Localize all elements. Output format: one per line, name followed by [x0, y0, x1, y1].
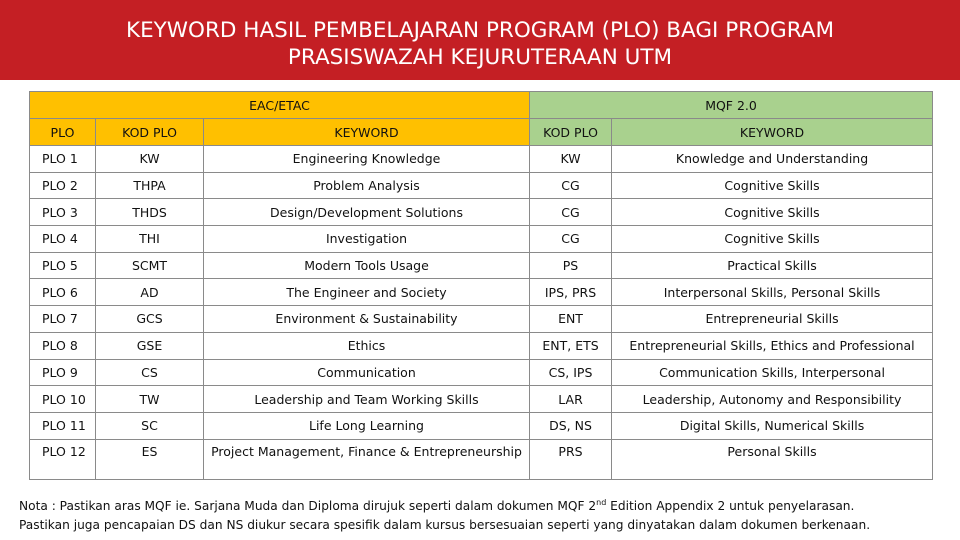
- table-row: [30, 306, 933, 333]
- plo-cell: PLO 9: [30, 359, 96, 386]
- mqf-kod-plo-cell: KW: [530, 146, 612, 173]
- eac-keyword-cell: Environment & Sustainability: [204, 306, 530, 333]
- col-header-mqf-kod-plo: KOD PLO: [530, 119, 612, 146]
- mqf-kod-plo-cell: PS: [530, 252, 612, 279]
- plo-cell: PLO 10: [30, 386, 96, 413]
- eac-kod-plo-cell: THI: [96, 226, 204, 253]
- plo-keyword-table: [29, 91, 933, 480]
- col-header-mqf-keyword: KEYWORD: [612, 119, 933, 146]
- mqf-keyword-cell: Cognitive Skills: [612, 172, 933, 199]
- footnote: [19, 497, 949, 535]
- mqf-kod-plo-cell: LAR: [530, 386, 612, 413]
- eac-keyword-cell: The Engineer and Society: [204, 279, 530, 306]
- mqf-kod-plo-cell: CG: [530, 172, 612, 199]
- plo-cell: PLO 7: [30, 306, 96, 333]
- mqf-keyword-cell: Entrepreneurial Skills: [612, 306, 933, 333]
- mqf-keyword-cell: Knowledge and Understanding: [612, 146, 933, 173]
- footnote-line-1-end: Edition Appendix 2 untuk penyelarasan.: [606, 499, 855, 513]
- eac-kod-plo-cell: ES: [96, 439, 204, 479]
- table-row: [30, 439, 933, 479]
- footnote-superscript: nd: [596, 497, 607, 507]
- mqf-keyword-cell: Cognitive Skills: [612, 199, 933, 226]
- mqf-keyword-cell: Cognitive Skills: [612, 226, 933, 253]
- group-header-row: [30, 92, 933, 119]
- mqf-keyword-cell: Leadership, Autonomy and Responsibility: [612, 386, 933, 413]
- plo-cell: PLO 4: [30, 226, 96, 253]
- table-body: [30, 146, 933, 480]
- table-row: [30, 146, 933, 173]
- column-header-row: [30, 119, 933, 146]
- eac-kod-plo-cell: THDS: [96, 199, 204, 226]
- mqf-keyword-cell: Digital Skills, Numerical Skills: [612, 412, 933, 439]
- plo-cell: PLO 11: [30, 412, 96, 439]
- eac-keyword-cell: Communication: [204, 359, 530, 386]
- table-row: [30, 412, 933, 439]
- eac-keyword-cell: Life Long Learning: [204, 412, 530, 439]
- table-row: [30, 226, 933, 253]
- mqf-keyword-cell: Entrepreneurial Skills, Ethics and Professional: [612, 332, 933, 359]
- eac-etac-group-header: EAC/ETAC: [30, 92, 530, 119]
- footnote-line-1: [19, 497, 949, 516]
- table-row: [30, 279, 933, 306]
- footnote-line-1-text: Nota : Pastikan aras MQF ie. Sarjana Muda dan Diploma dirujuk seperti dalam dokumen MQF 2: [19, 499, 597, 513]
- mqf-kod-plo-cell: ENT: [530, 306, 612, 333]
- table-row: [30, 386, 933, 413]
- eac-keyword-cell: Ethics: [204, 332, 530, 359]
- mqf-kod-plo-cell: CG: [530, 199, 612, 226]
- eac-kod-plo-cell: KW: [96, 146, 204, 173]
- col-header-eac-kod-plo: KOD PLO: [96, 119, 204, 146]
- eac-keyword-cell: Engineering Knowledge: [204, 146, 530, 173]
- plo-cell: PLO 1: [30, 146, 96, 173]
- eac-keyword-cell: Investigation: [204, 226, 530, 253]
- plo-cell: PLO 6: [30, 279, 96, 306]
- mqf-kod-plo-cell: CS, IPS: [530, 359, 612, 386]
- mqf-keyword-cell: Communication Skills, Interpersonal: [612, 359, 933, 386]
- eac-kod-plo-cell: TW: [96, 386, 204, 413]
- mqf-kod-plo-cell: ENT, ETS: [530, 332, 612, 359]
- plo-cell: PLO 2: [30, 172, 96, 199]
- title-bar: [0, 0, 960, 80]
- eac-kod-plo-cell: THPA: [96, 172, 204, 199]
- eac-kod-plo-cell: GCS: [96, 306, 204, 333]
- plo-cell: PLO 8: [30, 332, 96, 359]
- eac-kod-plo-cell: CS: [96, 359, 204, 386]
- plo-cell: PLO 5: [30, 252, 96, 279]
- col-header-eac-keyword: KEYWORD: [204, 119, 530, 146]
- plo-cell: PLO 3: [30, 199, 96, 226]
- mqf-keyword-cell: Practical Skills: [612, 252, 933, 279]
- page-title-line-2: PRASISWAZAH KEJURUTERAAN UTM: [287, 45, 673, 70]
- table-row: [30, 252, 933, 279]
- col-header-plo: PLO: [30, 119, 96, 146]
- mqf-kod-plo-cell: PRS: [530, 439, 612, 479]
- plo-cell: PLO 12: [30, 439, 96, 479]
- footnote-line-2: Pastikan juga pencapaian DS dan NS diukur secara spesifik dalam kursus bersesuaian seperti yang dinyatakan dalam dokumen berkenaan.: [19, 518, 871, 532]
- table-row: [30, 359, 933, 386]
- eac-kod-plo-cell: SCMT: [96, 252, 204, 279]
- eac-keyword-cell: Modern Tools Usage: [204, 252, 530, 279]
- eac-kod-plo-cell: GSE: [96, 332, 204, 359]
- mqf-keyword-cell: Interpersonal Skills, Personal Skills: [612, 279, 933, 306]
- eac-keyword-cell: Leadership and Team Working Skills: [204, 386, 530, 413]
- eac-keyword-cell: Project Management, Finance & Entrepreneurship: [204, 439, 530, 479]
- eac-kod-plo-cell: SC: [96, 412, 204, 439]
- mqf-group-header: MQF 2.0: [530, 92, 933, 119]
- mqf-keyword-cell: Personal Skills: [612, 439, 933, 479]
- eac-keyword-cell: Design/Development Solutions: [204, 199, 530, 226]
- mqf-kod-plo-cell: IPS, PRS: [530, 279, 612, 306]
- mqf-kod-plo-cell: DS, NS: [530, 412, 612, 439]
- eac-keyword-cell: Problem Analysis: [204, 172, 530, 199]
- eac-kod-plo-cell: AD: [96, 279, 204, 306]
- page-title-line-1: KEYWORD HASIL PEMBELAJARAN PROGRAM (PLO) BAGI PROGRAM: [125, 18, 835, 43]
- table-row: [30, 332, 933, 359]
- table-row: [30, 172, 933, 199]
- table-row: [30, 199, 933, 226]
- mqf-kod-plo-cell: CG: [530, 226, 612, 253]
